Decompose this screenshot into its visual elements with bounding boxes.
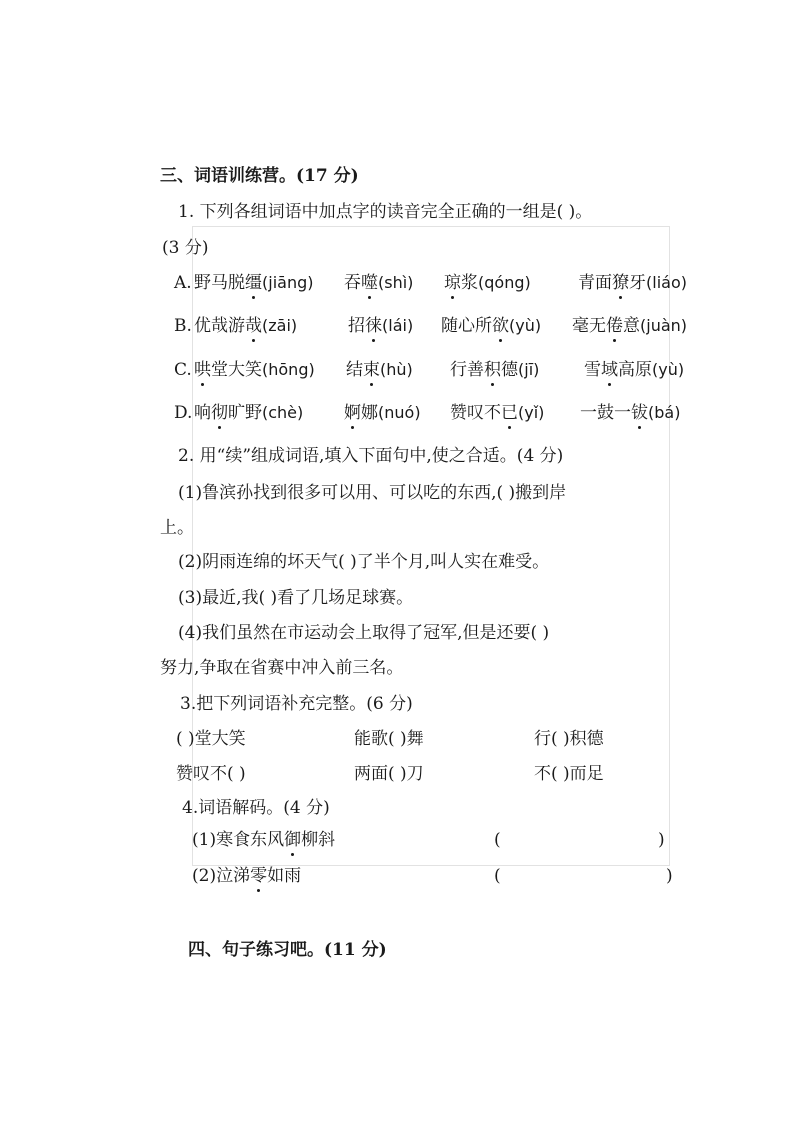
- text: 结: [346, 360, 363, 380]
- dotted-char: 噬: [361, 273, 378, 293]
- text: 意: [623, 316, 640, 336]
- option-a-item-3: [444, 271, 531, 295]
- option-label-c: C.: [174, 360, 192, 380]
- dotted-char: 哉: [245, 316, 262, 336]
- text: 柳斜: [301, 830, 336, 850]
- q4-paren-2-right: ): [666, 866, 673, 886]
- q4-paren-1-left: (: [494, 830, 501, 850]
- dotted-char: 哄: [194, 360, 211, 380]
- q4-paren-2-left: (: [494, 866, 501, 886]
- text: 赞叹不: [450, 403, 501, 423]
- pinyin: (hōng): [262, 360, 315, 379]
- pinyin: (liáo): [646, 273, 687, 292]
- dotted-char: 獠: [612, 273, 629, 293]
- q3-word-2: 能歌( )舞: [354, 729, 424, 749]
- option-d-item-3: [450, 401, 544, 425]
- section-4-title: 四、句子练习吧。(11 分): [188, 940, 387, 960]
- option-a-item-2: [344, 271, 413, 295]
- q3-word-6: 不( )而足: [534, 764, 604, 784]
- text: 招: [348, 316, 365, 336]
- section-3-title: 三、词语训练营。(17 分): [160, 166, 359, 186]
- option-b-item-1: [194, 314, 297, 338]
- dotted-char: 御: [284, 830, 302, 850]
- q4-stem: 4.词语解码。(4 分): [182, 798, 330, 818]
- q2-sentence-2: (2)阴雨连绵的坏天气( )了半个月,叫人实在难受。: [178, 552, 550, 572]
- q3-word-1: ( )堂大笑: [176, 729, 246, 749]
- dotted-char: 彻: [211, 403, 228, 423]
- q2-sentence-4: (4)我们虽然在市运动会上取得了冠军,但是还要( ): [178, 623, 550, 643]
- text: 雪: [584, 360, 601, 380]
- q1-stem: 1. 下列各组词语中加点字的读音完全正确的一组是( )。: [178, 202, 593, 222]
- text: 毫无: [572, 316, 606, 336]
- q2-sentence-4-cont: 努力,争取在省赛中冲入前三名。: [160, 658, 404, 678]
- text: 如雨: [267, 866, 302, 886]
- pinyin: (jī): [518, 360, 540, 379]
- option-d-item-4: [580, 401, 680, 425]
- text: 堂大笑: [211, 360, 262, 380]
- pinyin: (hù): [380, 360, 413, 379]
- dotted-char: 欲: [492, 316, 509, 336]
- dotted-char: 琼: [444, 273, 461, 293]
- dotted-char: 域: [601, 360, 618, 380]
- option-c-item-3: [450, 358, 539, 382]
- pinyin: (jiāng): [262, 273, 314, 292]
- q4-item-2: [192, 864, 301, 888]
- q3-stem: 3.把下列词语补充完整。(6 分): [180, 694, 413, 714]
- option-d-item-2: [344, 401, 421, 425]
- q2-stem: 2. 用“续”组成词语,填入下面句中,使之合适。(4 分): [178, 446, 564, 466]
- option-label-a: A.: [174, 273, 192, 293]
- q3-word-3: 行( )积德: [534, 729, 604, 749]
- option-b-item-3: [441, 314, 541, 338]
- text: 响: [194, 403, 211, 423]
- option-label-d: D.: [174, 403, 193, 423]
- text: 优哉游: [194, 316, 245, 336]
- q2-sentence-3: (3)最近,我( )看了几场足球赛。: [178, 588, 414, 608]
- pinyin: (zāi): [262, 316, 298, 335]
- text: 旷野: [228, 403, 262, 423]
- pinyin: (juàn): [640, 316, 688, 335]
- q3-word-4: 赞叹不( ): [176, 764, 246, 784]
- pinyin: (bá): [648, 403, 681, 422]
- option-c-item-1: [194, 358, 315, 382]
- text: 一鼓一: [580, 403, 631, 423]
- dotted-char: 婀: [344, 403, 361, 423]
- pinyin: (shì): [378, 273, 414, 292]
- option-c-item-2: [346, 358, 413, 382]
- dotted-char: 零: [250, 866, 268, 886]
- option-b-item-2: [348, 314, 413, 338]
- text: 浆: [461, 273, 478, 293]
- option-a-item-4: [578, 271, 687, 295]
- pinyin: (yù): [652, 360, 685, 379]
- dotted-char: 已: [501, 403, 518, 423]
- option-c-item-4: [584, 358, 684, 382]
- text: 野马脱: [194, 273, 245, 293]
- q1-score: (3 分): [162, 238, 209, 258]
- text: 德: [501, 360, 518, 380]
- option-d-item-1: [194, 401, 303, 425]
- text: (1)寒食东风: [192, 830, 285, 850]
- text: 青面: [578, 273, 612, 293]
- q4-item-1: [192, 828, 335, 852]
- pinyin: (yù): [509, 316, 542, 335]
- text: 高原: [618, 360, 652, 380]
- q3-word-5: 两面( )刀: [354, 764, 424, 784]
- option-b-item-4: [572, 314, 687, 338]
- dotted-char: 徕: [365, 316, 382, 336]
- dotted-char: 积: [484, 360, 501, 380]
- q2-sentence-1-cont: 上。: [160, 518, 194, 538]
- text: 牙: [629, 273, 646, 293]
- pinyin: (lái): [382, 316, 414, 335]
- pinyin: (nuó): [378, 403, 421, 422]
- q4-paren-1-right: ): [658, 830, 665, 850]
- text: 随心所: [441, 316, 492, 336]
- q2-sentence-1: (1)鲁滨孙找到很多可以用、可以吃的东西,( )搬到岸: [178, 483, 567, 503]
- pinyin: (yǐ): [518, 403, 545, 422]
- text: 行善: [450, 360, 484, 380]
- pinyin: (qóng): [478, 273, 531, 292]
- text: 吞: [344, 273, 361, 293]
- pinyin: (chè): [262, 403, 304, 422]
- text: (2)泣涕: [192, 866, 251, 886]
- option-a-item-1: [194, 271, 313, 295]
- dotted-char: 束: [363, 360, 380, 380]
- dotted-char: 钹: [631, 403, 648, 423]
- dotted-char: 倦: [606, 316, 623, 336]
- dotted-char: 缰: [245, 273, 262, 293]
- text: 娜: [361, 403, 378, 423]
- option-label-b: B.: [174, 316, 192, 336]
